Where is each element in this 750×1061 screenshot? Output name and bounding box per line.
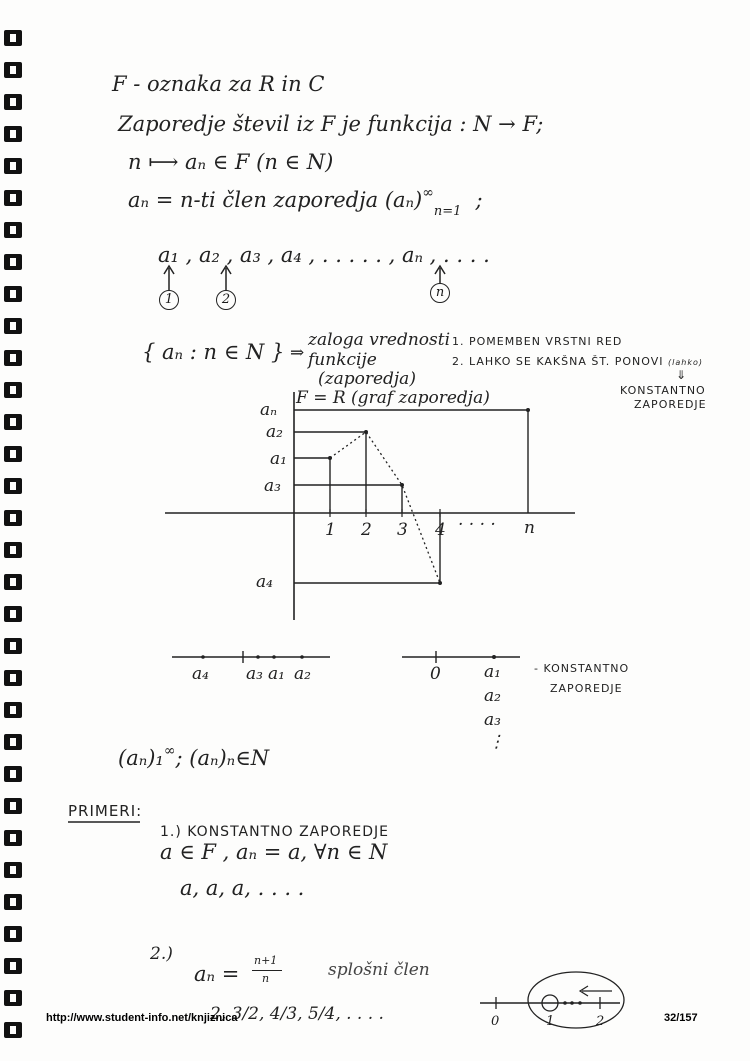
graph-label-a1: a₁	[270, 449, 287, 469]
footer-url[interactable]: http://www.student-info.net/knjiznica	[46, 1012, 238, 1024]
graph-tick-4: 4	[435, 520, 446, 540]
sequence-terms: a₁ , a₂ , a₃ , a₄ , . . . . . , aₙ , . . . .	[158, 243, 490, 267]
index-circle-1: 1	[159, 290, 179, 310]
header-line-4-text: aₙ = n-ti člen zaporedja (aₙ)	[128, 188, 423, 212]
graph-tick-n: n	[524, 518, 535, 538]
graph-label-an: aₙ	[260, 400, 278, 420]
nl-right-a1: a₁	[484, 662, 501, 682]
set-desc-3: (zaporedja)	[318, 369, 416, 389]
example-2-fraction-bar	[252, 970, 282, 971]
index-circle-2: 2	[216, 290, 236, 310]
example-1-line: a ∈ F , aₙ = a, ∀n ∈ N	[160, 840, 388, 864]
nl-left-a4: a₄	[192, 664, 209, 684]
example-2-axis-1: 1	[546, 1014, 555, 1029]
index-circle-n: n	[430, 283, 450, 303]
notation-rest: ; (aₙ)ₙ∈N	[175, 746, 270, 770]
set-desc-2: funkcije	[308, 350, 377, 370]
examples-title: PRIMERI:	[68, 802, 143, 820]
graph-caption: F = R (graf zaporedja)	[296, 388, 490, 408]
implies-arrow: ⇒	[290, 343, 305, 363]
graph-tick-1: 1	[325, 520, 336, 540]
nl-left-a3: a₃	[246, 664, 263, 684]
example-2-number: 2.)	[150, 944, 173, 964]
nl-left-a1: a₁	[268, 664, 285, 684]
note-4: ZAPOREDJE	[634, 398, 707, 411]
nl-right-a2: a₂	[484, 686, 501, 706]
note-2-small: (lahko)	[668, 358, 703, 367]
note-3: KONSTANTNO	[620, 384, 706, 397]
set-desc-1: zaloga vrednosti	[308, 330, 451, 350]
footer-page-number: 32/157	[664, 1012, 698, 1024]
nl-right-note-1: - KONSTANTNO	[534, 662, 630, 675]
note-1: 1. POMEMBEN VRSTNI RED	[452, 335, 623, 348]
header-line-1: F - oznaka za R in C	[112, 72, 325, 96]
graph-tick-2: 2	[361, 520, 372, 540]
notation-text: (aₙ)₁	[118, 746, 164, 770]
header-line-3: n ⟼ aₙ ∈ F (n ∈ N)	[128, 150, 334, 174]
example-1-title: 1.) KONSTANTNO ZAPOREDJE	[160, 824, 390, 840]
graph-tick-3: 3	[397, 520, 408, 540]
nl-right-note-2: ZAPOREDJE	[550, 682, 623, 695]
header-line-4-sup: ∞	[422, 185, 434, 201]
example-2-seq: 2, 3/2, 4/3, 5/4, . . . .	[210, 1004, 384, 1024]
example-2-axis-0: 0	[491, 1014, 500, 1029]
example-2-axis-2: 2	[596, 1014, 605, 1029]
header-line-4-sub: n=1	[433, 204, 462, 219]
example-1-seq: a, a, a, . . . .	[180, 876, 305, 900]
note-arrow: ⇓	[676, 368, 688, 382]
header-line-2: Zaporedje števil iz F je funkcija : N → F;	[118, 112, 544, 136]
note-2	[452, 355, 703, 368]
nl-right-a3: a₃	[484, 710, 501, 730]
example-2-note: splošni člen	[328, 960, 430, 980]
example-2-denominator: n	[262, 972, 270, 985]
nl-right-dots: ⋮	[488, 732, 505, 752]
nl-right-zero: 0	[430, 664, 441, 684]
notation-sup: ∞	[163, 743, 176, 759]
set-notation: { aₙ : n ∈ N }	[142, 340, 285, 364]
note-2-text: 2. LAHKO SE KAKŠNA ŠT. PONOVI	[452, 355, 664, 368]
nl-left-a2: a₂	[294, 664, 311, 684]
notation-line	[118, 743, 270, 770]
header-line-4-end: ;	[475, 188, 483, 212]
graph-label-a4: a₄	[256, 572, 273, 592]
example-2-numerator: n+1	[254, 954, 278, 967]
graph-tick-dots: . . . .	[458, 510, 496, 530]
graph-label-a3: a₃	[264, 476, 281, 496]
graph-label-a2: a₂	[266, 422, 283, 442]
example-2-lhs: aₙ =	[194, 962, 240, 986]
